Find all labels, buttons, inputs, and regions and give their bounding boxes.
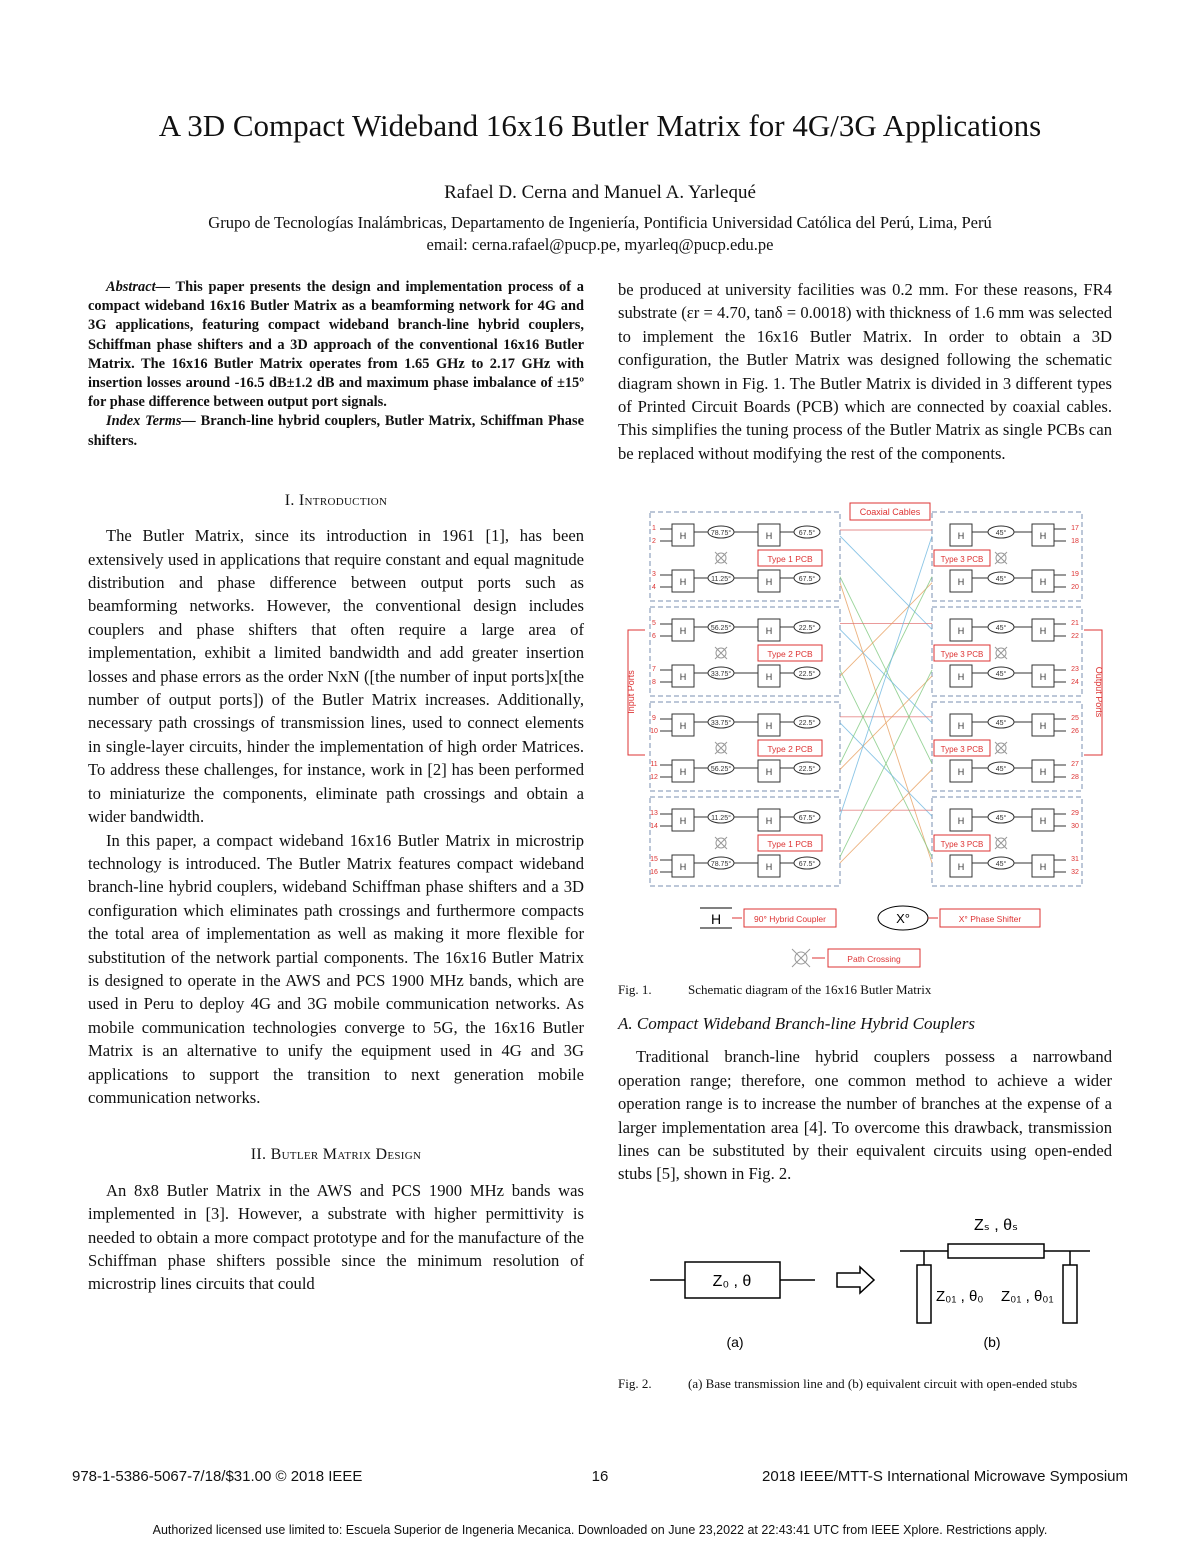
phase-shifter-label: 67.5° [798, 576, 816, 583]
hybrid-label: H [957, 577, 965, 587]
input-port-number: 1 [652, 525, 656, 532]
phase-shifter-label: 33.75° [710, 720, 732, 727]
subsection-a-title: A. Compact Wideband Branch-line Hybrid Couplers [618, 1014, 975, 1033]
phase-shifter-label: 22.5° [798, 720, 816, 727]
stub-1 [917, 1265, 931, 1323]
input-port-number: 2 [652, 538, 656, 545]
legend-phase-label: X° Phase Shifter [958, 914, 1022, 924]
input-port-number: 14 [650, 823, 658, 830]
series-line-box [948, 1244, 1044, 1258]
phase-shifter-label: 45° [995, 576, 1007, 583]
hybrid-label: H [679, 721, 687, 731]
input-port-number: 12 [650, 774, 658, 781]
phase-shifter-label: 33.75° [710, 671, 732, 678]
phase-shifter-label: 45° [995, 625, 1007, 632]
index-terms-label: Index Terms— [106, 413, 196, 430]
hybrid-label: H [957, 862, 965, 872]
design-paragraph-1: An 8x8 Butler Matrix in the AWS and PCS 1900 MHz bands was implemented in [3]. However, a substrate with higher permittivity is needed to obtain a more compact prototype and for the manufacture of the Schiffman phase shifters possible since the minimum resolution of microstrip lines circuits that could [88, 1180, 584, 1294]
figure-2-caption [618, 1374, 1112, 1393]
email-line: email: cerna.rafael@pucp.pe, myarleq@pucp.edu.pe [426, 235, 774, 254]
output-port-number: 21 [1071, 620, 1079, 627]
coaxial-line [840, 536, 932, 816]
input-port-number: 9 [652, 715, 656, 722]
stub2-label: Z₀₁ , θ₀₁ [1001, 1288, 1054, 1305]
input-port-number: 15 [650, 856, 658, 863]
output-port-number: 25 [1071, 715, 1079, 722]
figure-2-circuit [620, 1205, 1112, 1365]
input-port-number: 5 [652, 620, 656, 627]
footer-page-number: 16 [591, 1468, 609, 1485]
hybrid-label: H [765, 672, 773, 682]
footer-isbn: 978-1-5386-5067-7/18/$31.00 © 2018 IEEE [72, 1468, 363, 1485]
phase-shifter-label: 22.5° [798, 625, 816, 632]
intro-paragraph-2: In this paper, a compact wideband 16x16 Butler Matrix in microstrip technology is introduced. The Butler Matrix features compact wideband branch-line hybrid couplers, wideband Schiffman phase shifters and a 3D configuration which eliminates path crossings and furthermore compacts the total area of implementation as well as making it more flexible for substitution of the network partial components. The 16x16 Butler Matrix is designed to operate in the AWS and PCS 1900 MHz bands, which are used in Peru to deploy 4G and 3G mobile communication networks. As mobile communication technologies converge to 5G, the 16x16 Butler Matrix is an alternative to unify the equipment used in 4G and 3G applications to support the transition to next generation mobile communication networks. [88, 830, 584, 1107]
hybrid-label: H [765, 767, 773, 777]
hybrid-label: H [765, 816, 773, 826]
hybrid-label: H [679, 816, 687, 826]
coaxial-cables-label: Coaxial Cables [859, 507, 921, 517]
path-crossing [995, 837, 1007, 849]
phase-shifter-label: 78.75° [710, 530, 732, 537]
hybrid-label: H [1039, 626, 1047, 636]
hybrid-label: H [957, 767, 965, 777]
phase-shifter-label: 45° [995, 530, 1007, 537]
zs-label: Zₛ , θₛ [974, 1217, 1018, 1234]
paper-affiliation [0, 212, 1200, 256]
phase-shifter-label: 78.75° [710, 861, 732, 868]
phase-shifter-label: 22.5° [798, 766, 816, 773]
hybrid-label: H [1039, 531, 1047, 541]
phase-shifter-label: 45° [995, 861, 1007, 868]
base-line-label: Z₀ , θ [712, 1273, 752, 1290]
path-crossing [995, 647, 1007, 659]
coaxial-line [840, 536, 932, 629]
arrow-icon [837, 1267, 874, 1293]
legend-h-symbol: H [710, 911, 722, 927]
input-port-number: 8 [652, 679, 656, 686]
right-pcb-label: Type 3 PCB [940, 555, 984, 564]
authorized-use-notice: Authorized licensed use limited to: Escuela Superior de Ingeneria Mecanica. Downloaded on June 23,2022 at 22:43:41 UTC from IEEE Xplore. Restrictions apply. [152, 1523, 1048, 1537]
right-pcb-label: Type 3 PCB [940, 840, 984, 849]
phase-shifter-label: 45° [995, 720, 1007, 727]
right-pcb-label: Type 3 PCB [940, 745, 984, 754]
hybrid-label: H [1039, 721, 1047, 731]
design-number: II. [250, 1146, 271, 1164]
subsection-a [618, 1012, 1112, 1186]
hybrid-label: H [1039, 767, 1047, 777]
input-port-number: 4 [652, 584, 656, 591]
fig2-label-a: (a) [726, 1334, 744, 1350]
fig1-pcb-groups [650, 512, 1082, 886]
output-port-number: 24 [1071, 679, 1079, 686]
hybrid-label: H [957, 721, 965, 731]
output-port-number: 17 [1071, 525, 1079, 532]
input-port-number: 6 [652, 633, 656, 640]
fig2-label-b: (b) [983, 1334, 1001, 1350]
path-crossing [995, 742, 1007, 754]
hybrid-label: H [1039, 577, 1047, 587]
affiliation-line: Grupo de Tecnologías Inalámbricas, Departamento de Ingeniería, Pontificia Universidad Católica del Perú, Lima, Perú [208, 213, 992, 232]
subsection-a-paragraph: Traditional branch-line hybrid couplers possess a narrowband operation range; therefore, one common method to achieve a wider operation range is to increase the number of branches at the expense of a larger implementation area [4]. To overcome this drawback, transmission lines can be substituted by their equivalent circuits using open-ended stubs [5], shown in Fig. 2. [618, 1047, 1112, 1184]
output-port-number: 30 [1071, 823, 1079, 830]
path-crossing [715, 647, 727, 659]
output-ports-label: Output Ports [1094, 666, 1104, 718]
path-crossing [995, 552, 1007, 564]
left-column [88, 278, 584, 1296]
phase-shifter-label: 45° [995, 766, 1007, 773]
output-port-number: 18 [1071, 538, 1079, 545]
output-port-number: 20 [1071, 584, 1079, 591]
fig2-caption-text: (a) Base transmission line and (b) equivalent circuit with open-ended stubs [688, 1376, 1078, 1391]
intro-title: Introduction [298, 491, 388, 509]
legend-x-symbol: X° [896, 911, 910, 926]
hybrid-label: H [679, 672, 687, 682]
input-port-number: 3 [652, 571, 656, 578]
input-port-number: 13 [650, 810, 658, 817]
figure-1-caption [618, 980, 1112, 999]
design-title: Butler Matrix Design [270, 1146, 422, 1164]
output-port-number: 28 [1071, 774, 1079, 781]
left-pcb-label: Type 1 PCB [767, 554, 813, 564]
path-crossing [715, 552, 727, 564]
abstract-text: This paper presents the design and implementation process of a compact wideband 16x16 Butler Matrix as a beamforming network for 4G and 3G applications, featuring compact wideband branch-line hybrid couplers, Schiffman phase shifters and a 3D approach of the conventional 16x16 Butler Matrix. The 16x16 Butler Matrix operates from 1.65 GHz to 2.17 GHz with insertion losses around -16.5 dB±1.2 dB and maximum phase imbalance of ±15º for phase difference between output port signals. [88, 279, 584, 411]
hybrid-label: H [957, 672, 965, 682]
hybrid-label: H [957, 531, 965, 541]
phase-shifter-label: 11.25° [711, 815, 731, 822]
hybrid-label: H [1039, 672, 1047, 682]
fig1-caption-number: Fig. 1. [618, 982, 652, 997]
hybrid-label: H [765, 531, 773, 541]
input-port-number: 16 [650, 869, 658, 876]
hybrid-label: H [679, 626, 687, 636]
footer-conference: 2018 IEEE/MTT-S International Microwave Symposium [762, 1468, 1128, 1485]
right-pcb-label: Type 3 PCB [940, 650, 984, 659]
input-ports-label: Input Ports [626, 670, 636, 714]
output-port-number: 23 [1071, 666, 1079, 673]
right-column-top [618, 278, 1112, 465]
output-port-number: 31 [1071, 856, 1079, 863]
fig2-caption-number: Fig. 2. [618, 1376, 652, 1391]
hybrid-label: H [679, 862, 687, 872]
hybrid-label: H [957, 816, 965, 826]
phase-shifter-label: 56.25° [710, 766, 732, 773]
phase-shifter-label: 22.5° [798, 671, 816, 678]
intro-paragraph-1: The Butler Matrix, since its introduction in 1961 [1], has been extensively used in applications that require constant and equal magnitude distribution and phase difference between output ports such as beamforming networks. However, the conventional design includes couplers and phase shifters that often require a large area of implementation, exhibit a limited bandwidth and add greater insertion losses and phase errors as the order NxN ([the number of input ports]x[the number of output ports]) of the Butler Matrix increases. Additionally, necessary path crossings of transmission lines, used to connect elements in single-layer circuits, hinder the implementation of high order Matrices. To address these challenges, for instance, work in [2] has been performed to miniaturize the components, eliminate path crossings and obtain a wider bandwidth. [88, 526, 584, 827]
phase-shifter-label: 56.25° [710, 625, 732, 632]
design-paragraph-1-continued: be produced at university facilities was 0.2 mm. For these reasons, FR4 substrate (εr = 4.70, tanδ = 0.0018) with thickness of 1.6 mm was selected to implement the 16x16 Butler Matrix. In order to obtain a 3D configuration, the Butler Matrix was designed following the schematic diagram shown in Fig. 1. The Butler Matrix is divided in 3 different types of Printed Circuit Boards (PCB) which are connected by coaxial cables. This simplifies the tuning process of the Butler Matrix as single PCBs can be replaced without modifying the rest of the components. [618, 280, 1112, 463]
hybrid-label: H [765, 626, 773, 636]
left-pcb-label: Type 2 PCB [767, 744, 813, 754]
hybrid-label: H [679, 531, 687, 541]
hybrid-label: H [765, 862, 773, 872]
output-port-number: 27 [1071, 761, 1079, 768]
phase-shifter-label: 67.5° [798, 815, 816, 822]
abstract-label: Abstract— [106, 279, 170, 295]
paper-authors: Rafael D. Cerna and Manuel A. Yarlequé [444, 182, 756, 203]
phase-shifter-label: 67.5° [798, 861, 816, 868]
phase-shifter-label: 67.5° [798, 530, 816, 537]
phase-shifter-label: 45° [995, 671, 1007, 678]
left-pcb-label: Type 2 PCB [767, 649, 813, 659]
output-port-number: 22 [1071, 633, 1079, 640]
fig1-coaxial-lines [840, 530, 932, 863]
input-port-number: 11 [650, 761, 658, 768]
legend-hybrid-label: 90° Hybrid Coupler [754, 914, 826, 924]
input-port-number: 10 [650, 728, 658, 735]
stub1-label: Z₀₁ , θ₀ [936, 1288, 984, 1305]
intro-number: I. [284, 491, 299, 509]
path-crossing [715, 742, 727, 754]
section-heading-intro [88, 489, 584, 512]
hybrid-label: H [1039, 816, 1047, 826]
index-terms-text: Branch-line hybrid couplers, Butler Matrix, Schiffman Phase shifters. [88, 413, 584, 449]
stub-2 [1063, 1265, 1077, 1323]
coaxial-line [840, 770, 932, 863]
legend-crossing-label: Path Crossing [847, 954, 901, 964]
output-port-number: 19 [1071, 571, 1079, 578]
hybrid-label: H [957, 626, 965, 636]
section-heading-design [88, 1143, 584, 1166]
input-port-number: 7 [652, 666, 656, 673]
hybrid-label: H [765, 577, 773, 587]
fig1-caption-text: Schematic diagram of the 16x16 Butler Matrix [688, 982, 932, 997]
coaxial-line [840, 723, 932, 816]
phase-shifter-label: 11.25° [711, 576, 731, 583]
coaxial-line [840, 676, 932, 769]
coaxial-line [840, 583, 932, 676]
phase-shifter-label: 45° [995, 815, 1007, 822]
left-pcb-label: Type 1 PCB [767, 839, 813, 849]
hybrid-label: H [1039, 862, 1047, 872]
hybrid-label: H [765, 721, 773, 731]
output-port-number: 32 [1071, 869, 1079, 876]
abstract [88, 278, 584, 412]
output-port-number: 26 [1071, 728, 1079, 735]
hybrid-label: H [679, 577, 687, 587]
index-terms [88, 412, 584, 450]
output-port-number: 29 [1071, 810, 1079, 817]
path-crossing [715, 837, 727, 849]
figure-1-schematic [620, 500, 1112, 975]
paper-title: A 3D Compact Wideband 16x16 Butler Matrix for 4G/3G Applications [158, 108, 1042, 143]
hybrid-label: H [679, 767, 687, 777]
